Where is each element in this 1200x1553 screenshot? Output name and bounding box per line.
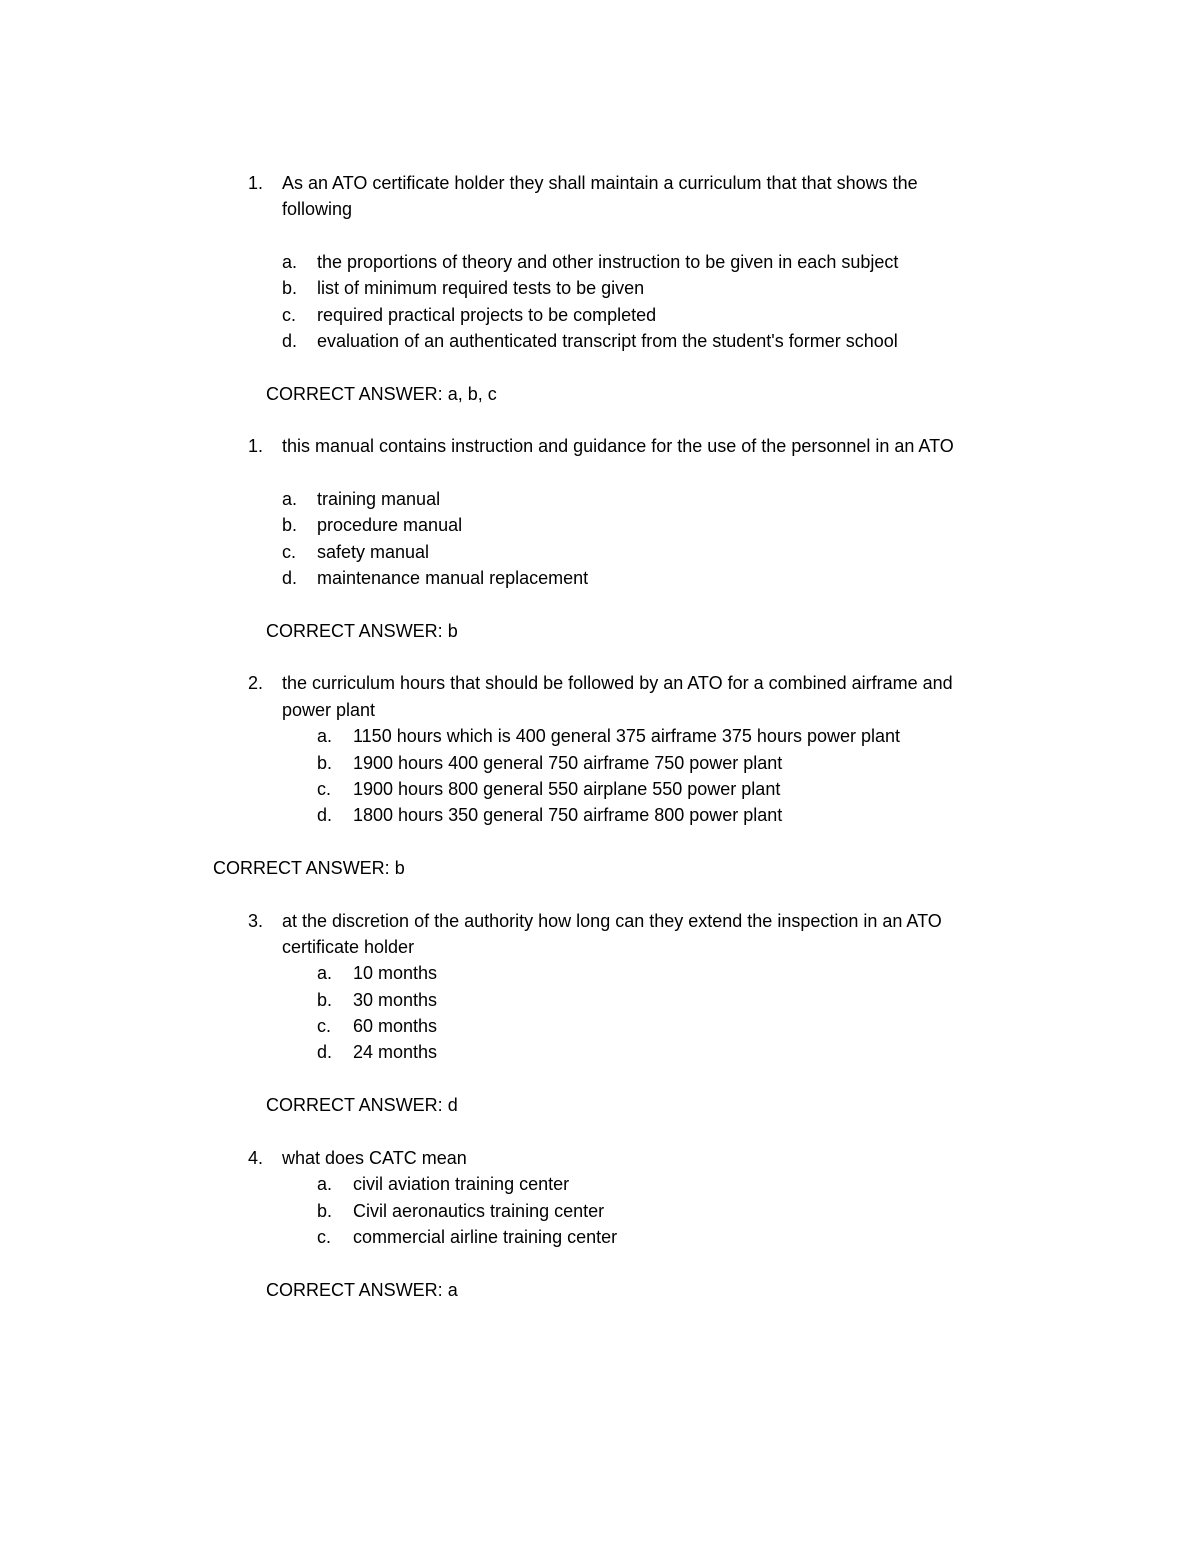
question-number: 3. [248, 911, 264, 931]
option-letter: d. [282, 568, 298, 588]
correct-answer-text: CORRECT ANSWER: d [266, 1095, 458, 1115]
option-text: commercial airline training center [353, 1227, 618, 1247]
question-number: 1. [248, 173, 264, 193]
option-text: the proportions of theory and other instruction to be given in each subject [317, 252, 899, 272]
option-letter: c. [317, 1227, 332, 1247]
correct-answer-text: CORRECT ANSWER: a [266, 1280, 458, 1300]
option-letter: a. [282, 252, 298, 272]
option-letter: a. [282, 489, 298, 509]
option-text: civil aviation training center [353, 1174, 570, 1194]
option-text: maintenance manual replacement [317, 568, 589, 588]
question-text: at the discretion of the authority how long can they extend the inspection in an ATO [282, 911, 942, 931]
option-text: 1900 hours 800 general 550 airplane 550 power plant [353, 779, 781, 799]
option-text: 1800 hours 350 general 750 airframe 800 power plant [353, 805, 783, 825]
option-letter: b. [282, 515, 298, 535]
question-number: 1. [248, 436, 264, 456]
option-letter: b. [317, 1201, 333, 1221]
option-letter: c. [317, 1016, 332, 1036]
option-text: list of minimum required tests to be given [317, 278, 645, 298]
question-text: following [282, 199, 353, 219]
option-letter: d. [317, 1042, 333, 1062]
option-letter: c. [282, 542, 297, 562]
option-text: Civil aeronautics training center [353, 1201, 605, 1221]
option-letter: c. [317, 779, 332, 799]
question-text: what does CATC mean [282, 1148, 467, 1168]
option-letter: a. [317, 726, 333, 746]
option-letter: d. [317, 805, 333, 825]
question-text: power plant [282, 700, 376, 720]
correct-answer-text: CORRECT ANSWER: a, b, c [266, 384, 497, 404]
question-text: certificate holder [282, 937, 415, 957]
question-number: 2. [248, 673, 264, 693]
option-letter: b. [282, 278, 298, 298]
option-letter: d. [282, 331, 298, 351]
option-text: 1150 hours which is 400 general 375 airframe 375 hours power plant [353, 726, 901, 746]
option-letter: b. [317, 990, 333, 1010]
option-letter: a. [317, 963, 333, 983]
option-text: 60 months [353, 1016, 438, 1036]
option-letter: a. [317, 1174, 333, 1194]
option-text: required practical projects to be completed [317, 305, 657, 325]
question-number: 4. [248, 1148, 264, 1168]
option-text: safety manual [317, 542, 430, 562]
question-text: the curriculum hours that should be followed by an ATO for a combined airframe and [282, 673, 953, 693]
option-text: 30 months [353, 990, 438, 1010]
correct-answer-text: CORRECT ANSWER: b [213, 858, 405, 878]
question-text: this manual contains instruction and guidance for the use of the personnel in an ATO [282, 436, 954, 456]
correct-answer-text: CORRECT ANSWER: b [266, 621, 458, 641]
option-text: 10 months [353, 963, 438, 983]
option-text: training manual [317, 489, 441, 509]
option-text: procedure manual [317, 515, 463, 535]
question-text: As an ATO certificate holder they shall maintain a curriculum that that shows the [282, 173, 918, 193]
option-letter: b. [317, 753, 333, 773]
option-text: 24 months [353, 1042, 438, 1062]
option-text: evaluation of an authenticated transcript from the student's former school [317, 331, 898, 351]
option-letter: c. [282, 305, 297, 325]
option-text: 1900 hours 400 general 750 airframe 750 power plant [353, 753, 783, 773]
